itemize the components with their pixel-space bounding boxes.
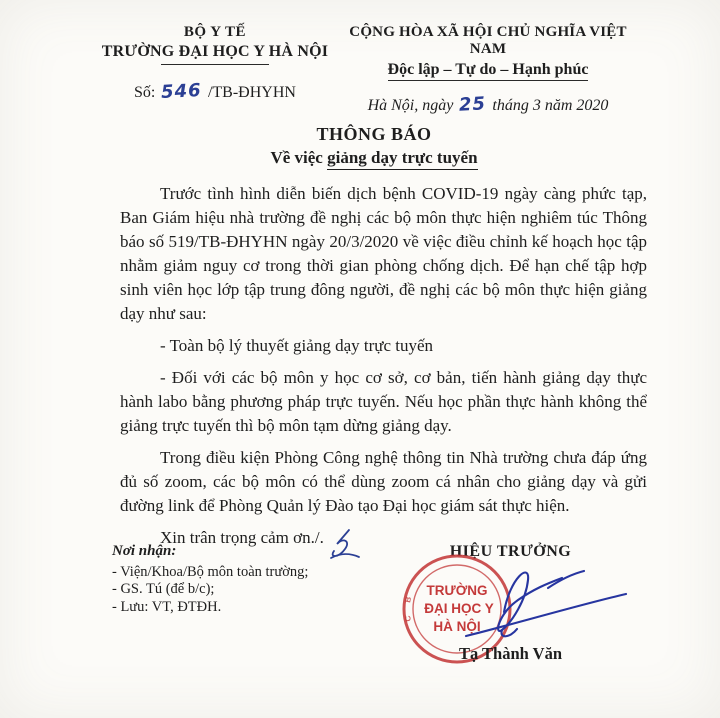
stamp-arc-letter: B (403, 595, 414, 604)
paragraph-intro: Trước tình hình diễn biến dịch bệnh COVID-19 ngày càng phức tạp, Ban Giám hiệu nhà trường đề nghị các bộ môn thực hiện nghiêm túc Thông báo số 519/TB-ĐHYHN ngày 20/3/2020 về việc điều chỉnh kế hoạch học tập nhằm giảm nguy cơ trong thời gian phòng chống dịch. Để hạn chế tập hợp sinh viên học lớp tập trung đông người, đề nghị các bộ môn thực hiện giảng dạy như sau: (120, 184, 647, 323)
handwritten-signature (452, 550, 632, 646)
stamp-line-1: TRƯỜNG (426, 583, 488, 598)
date-day-handwritten: 25 (458, 93, 487, 116)
ministry-name: BỘ Y TẾ (183, 24, 247, 40)
date-suffix: tháng 3 năm 2020 (492, 97, 609, 114)
header-issuing-org (88, 24, 342, 102)
document-subject-prefix: Về việc (270, 148, 328, 167)
header-national (333, 24, 643, 115)
header-left-rule (161, 64, 269, 65)
recipients-block (112, 543, 308, 616)
closing-line: Xin trân trọng cảm ơn./. (120, 526, 647, 550)
date-prefix: Hà Nội, ngày (367, 97, 454, 114)
document-title: THÔNG BÁO (316, 124, 432, 144)
signer-name: Tạ Thành Văn (458, 644, 563, 663)
bullet-theory: - Toàn bộ lý thuyết giảng dạy trực tuyến (160, 336, 434, 355)
stamp-arc-letter: C (403, 614, 413, 623)
paragraph-zoom: Trong điều kiện Phòng Công nghệ thông tin Nhà trường chưa đáp ứng đủ số zoom, các bộ môn có thể dùng zoom cá nhân cho giảng dạy và gửi đường link để Phòng Quản lý Đào tạo Đại học giám sát thực hiện. (120, 448, 647, 515)
country-motto-line2: Độc lập – Tự do – Hạnh phúc (333, 61, 643, 79)
document-number-suffix: /TB-ĐHYHN (207, 84, 296, 101)
recipient-item: - GS. Tú (để b/c); (112, 581, 215, 597)
recipient-item: - Lưu: VT, ĐTĐH. (112, 598, 222, 615)
country-motto-line1: CỘNG HÒA XÃ HỘI CHỦ NGHĨA VIỆT NAM (349, 24, 627, 57)
bullet-labo: - Đối với các bộ môn y học cơ sở, cơ bản, tiến hành giảng dạy thực hành labo bằng phương pháp trực tuyến. Nếu học phần thực hành không thể giảng trực tuyến thì bộ môn tạm dừng giảng dạy. (120, 368, 647, 435)
date-line (333, 94, 643, 115)
document-number-handwritten: 546 (160, 79, 203, 104)
stamp-line-3: HÀ NỘI (433, 619, 481, 634)
signer-title: HIỆU TRƯỞNG (449, 543, 572, 560)
title-block (0, 124, 720, 168)
handwritten-initial-mark (326, 528, 362, 562)
document-number-label: Số: (134, 84, 156, 101)
recipient-item: - Viện/Khoa/Bộ môn toàn trường; (112, 563, 309, 580)
document-number (88, 81, 342, 102)
document-body (120, 182, 647, 558)
stamp-line-2: ĐẠI HỌC Y (424, 601, 494, 616)
document-subject-underlined: giảng dạy trực tuyến (327, 148, 477, 170)
school-name: TRƯỜNG ĐẠI HỌC Y HÀ NỘI (101, 43, 329, 60)
document-subject (0, 148, 720, 168)
recipients-label: Nơi nhận: (112, 543, 177, 559)
